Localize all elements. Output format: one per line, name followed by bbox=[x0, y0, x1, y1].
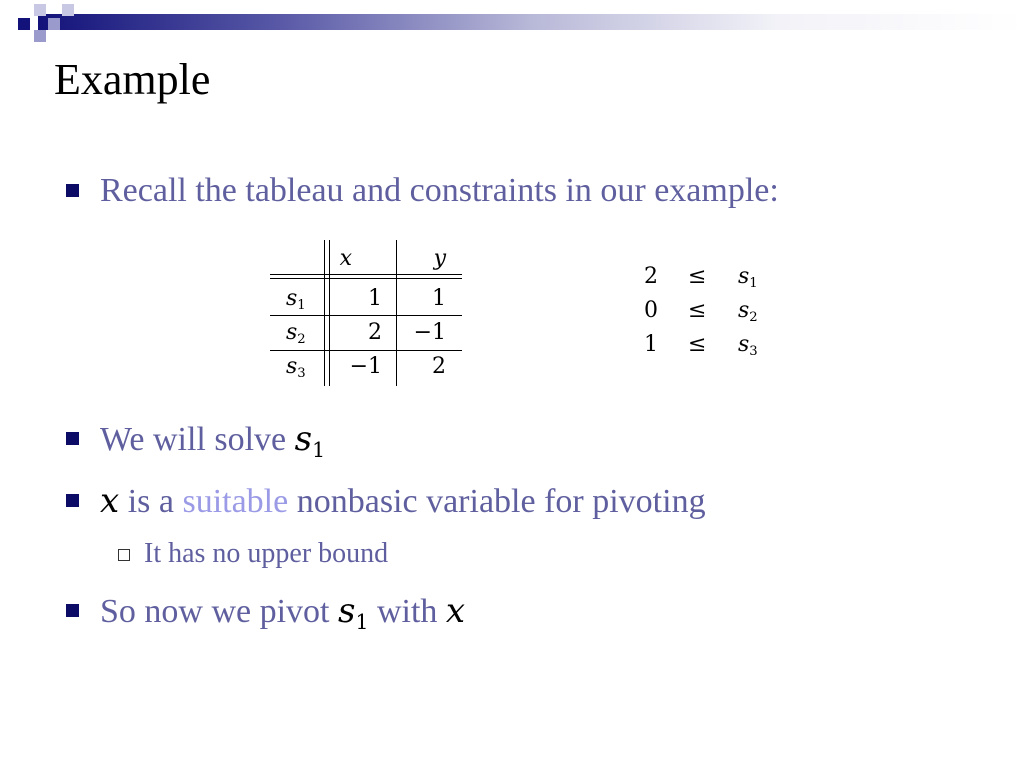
tableau-row-label bbox=[286, 288, 306, 312]
constraint-rhs bbox=[738, 334, 758, 358]
bullet-item bbox=[0, 170, 1024, 210]
tableau-cell: 2 bbox=[432, 354, 446, 379]
tableau-column-header: y bbox=[433, 246, 446, 271]
tableau-cell: 2 bbox=[368, 320, 382, 345]
tableau-rule bbox=[324, 240, 325, 386]
tableau-cell: −1 bbox=[349, 354, 382, 379]
row-sub: 3 bbox=[297, 365, 306, 381]
math-var: x bbox=[100, 481, 120, 521]
tableau-rule bbox=[270, 274, 462, 275]
tableau-rule bbox=[270, 315, 462, 316]
bullet-text-part: We will solve bbox=[100, 421, 295, 458]
row-var: s bbox=[286, 320, 298, 345]
tableau-cell: −1 bbox=[413, 320, 446, 345]
bullet-item bbox=[0, 419, 1024, 463]
row-sub: 2 bbox=[297, 331, 306, 347]
bullet-text: Recall the tableau and constraints in our example: bbox=[100, 172, 779, 209]
constraint-op: ≤ bbox=[688, 332, 707, 357]
tableau-cell: 1 bbox=[368, 286, 382, 311]
math-var: x bbox=[445, 591, 466, 631]
header-square-mid bbox=[34, 30, 46, 42]
hollow-square-icon bbox=[118, 549, 130, 561]
slide-title: Example bbox=[54, 55, 211, 104]
constraint-rhs bbox=[738, 300, 758, 324]
constraint-op: ≤ bbox=[688, 264, 707, 289]
bullet-square-icon bbox=[66, 494, 79, 507]
constraint-row bbox=[640, 266, 790, 300]
bullet-text bbox=[100, 481, 706, 521]
header-square-light bbox=[62, 4, 74, 16]
constraint-var: s bbox=[738, 298, 750, 323]
bullet-text bbox=[100, 419, 326, 463]
bullet-item bbox=[0, 591, 1024, 635]
constraint-lhs: 2 bbox=[644, 264, 658, 289]
bullet-text-part: So now we pivot bbox=[100, 593, 338, 630]
math-var: s bbox=[338, 591, 356, 631]
math-sub: 1 bbox=[312, 438, 326, 463]
constraint-sub: 1 bbox=[749, 275, 758, 291]
bullet-square-icon bbox=[66, 604, 79, 617]
header-square-light bbox=[34, 4, 46, 16]
bullet-square-icon bbox=[66, 432, 79, 445]
tableau-cell: 1 bbox=[432, 286, 446, 311]
constraint-lhs: 0 bbox=[644, 298, 658, 323]
constraint-op: ≤ bbox=[688, 298, 707, 323]
math-var: s bbox=[294, 419, 313, 459]
constraint-row bbox=[640, 334, 790, 368]
math-sub: 1 bbox=[355, 610, 369, 635]
tableau-column-header: x bbox=[339, 246, 352, 271]
row-var: s bbox=[286, 286, 298, 311]
row-sub: 1 bbox=[297, 297, 306, 313]
tableau-rule bbox=[329, 240, 330, 386]
header-gradient-bar bbox=[38, 14, 1024, 30]
constraint-rhs bbox=[738, 266, 758, 290]
constraint-var: s bbox=[738, 332, 750, 357]
tableau-rule bbox=[270, 278, 462, 279]
tableau-rule bbox=[396, 240, 397, 386]
bullet-text-part: with bbox=[368, 593, 446, 630]
bullet-item bbox=[0, 480, 1024, 520]
bullet-square-icon bbox=[66, 184, 79, 197]
tableau-row-label bbox=[286, 322, 306, 346]
sub-bullet-text: It has no upper bound bbox=[144, 538, 389, 569]
constraint-lhs: 1 bbox=[644, 332, 658, 357]
bullet-text bbox=[100, 591, 466, 635]
accent-text: suitable bbox=[182, 483, 289, 520]
tableau-table bbox=[270, 240, 462, 386]
header-square-dark bbox=[18, 18, 30, 30]
math-variable bbox=[338, 591, 369, 635]
tableau-row-label bbox=[286, 356, 306, 380]
sub-bullet-item bbox=[0, 538, 1024, 578]
math-variable bbox=[294, 419, 326, 463]
row-var: s bbox=[286, 354, 298, 379]
constraint-sub: 3 bbox=[749, 343, 758, 359]
constraint-var: s bbox=[738, 264, 750, 289]
constraint-row bbox=[640, 300, 790, 334]
constraints-list bbox=[640, 262, 790, 372]
constraint-sub: 2 bbox=[749, 309, 758, 325]
header-square-mid bbox=[48, 18, 60, 30]
bullet-text-part: is a bbox=[119, 483, 183, 520]
tableau-rule bbox=[270, 350, 462, 351]
bullet-text-part: nonbasic variable for pivoting bbox=[288, 483, 706, 520]
